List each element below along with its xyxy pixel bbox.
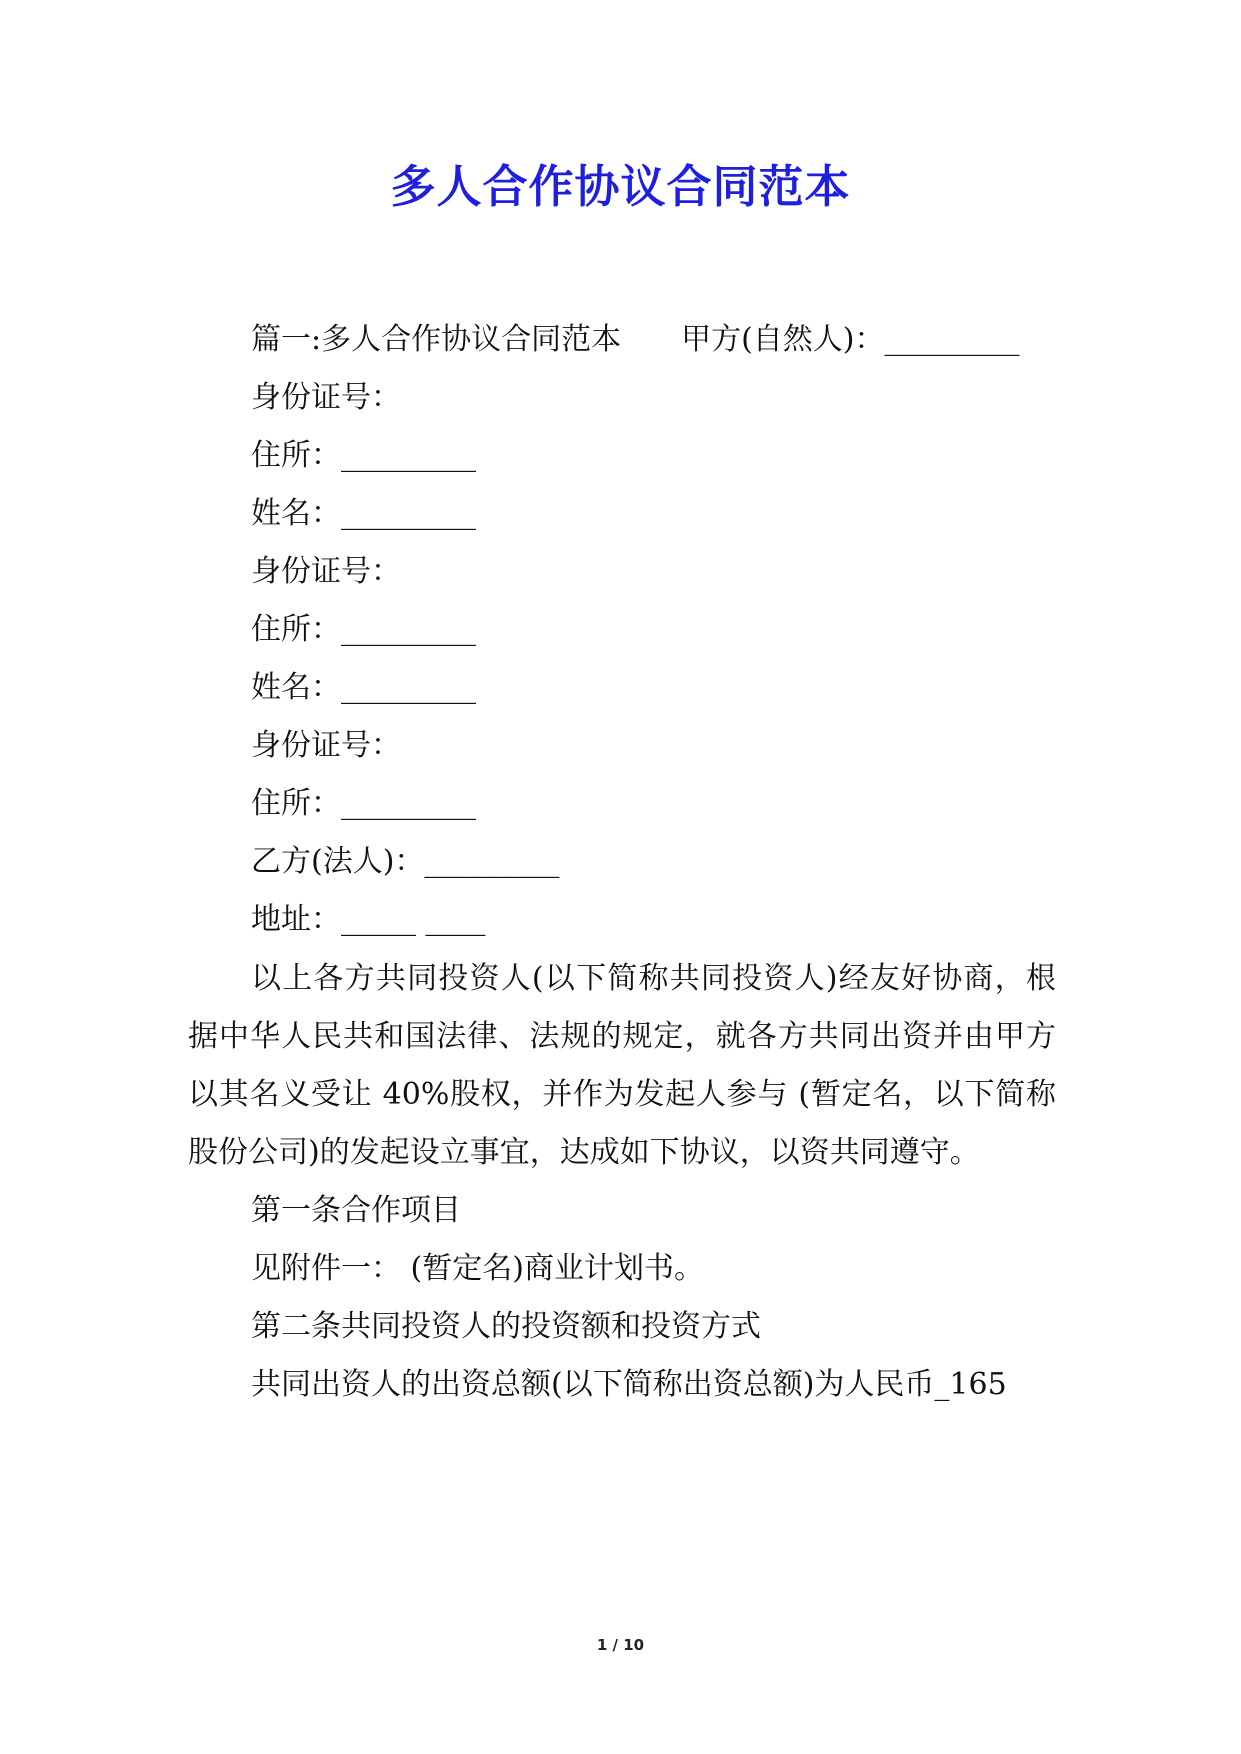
address-field-2: 住所：_________ bbox=[251, 612, 476, 647]
preamble-line-2: 据中华人民共和国法律、法规的规定，就各方共同出资并由甲方 bbox=[188, 1019, 1056, 1054]
article-2-body-line-1: 共同出资人的出资总额(以下简称出资总额)为人民币_165 bbox=[251, 1367, 1007, 1402]
article-2-heading: 第二条共同投资人的投资额和投资方式 bbox=[251, 1309, 761, 1344]
preamble-line-3: 以其名义受让 40%股权，并作为发起人参与 (暂定名，以下简称 bbox=[188, 1077, 1056, 1112]
preamble-line-4: 股份公司)的发起设立事宜，达成如下协议，以资共同遵守。 bbox=[188, 1135, 980, 1170]
preamble-line-1: 以上各方共同投资人(以下简称共同投资人)经友好协商，根 bbox=[251, 961, 1056, 996]
document-title: 多人合作协议合同范本 bbox=[390, 160, 851, 213]
address-field-3: 住所：_________ bbox=[251, 786, 476, 821]
party-b-field: 乙方(法人)：_________ bbox=[251, 844, 560, 879]
article-1-body: 见附件一： (暂定名)商业计划书。 bbox=[251, 1251, 704, 1286]
name-field-2: 姓名：_________ bbox=[251, 496, 476, 531]
id-number-field-3: 身份证号： bbox=[251, 728, 401, 763]
page-number: 1 / 10 bbox=[596, 1636, 645, 1654]
name-field-3: 姓名：_________ bbox=[251, 670, 476, 705]
party-b-address-field: 地址：_____ ____ bbox=[251, 902, 486, 937]
id-number-field-1: 身份证号： bbox=[251, 380, 401, 415]
article-1-heading: 第一条合作项目 bbox=[251, 1193, 461, 1228]
id-number-field-2: 身份证号： bbox=[251, 554, 401, 589]
section-heading-party-a: 篇一:多人合作协议合同范本 甲方(自然人)：_________ bbox=[251, 322, 1020, 357]
address-field-1: 住所：_________ bbox=[251, 438, 476, 473]
